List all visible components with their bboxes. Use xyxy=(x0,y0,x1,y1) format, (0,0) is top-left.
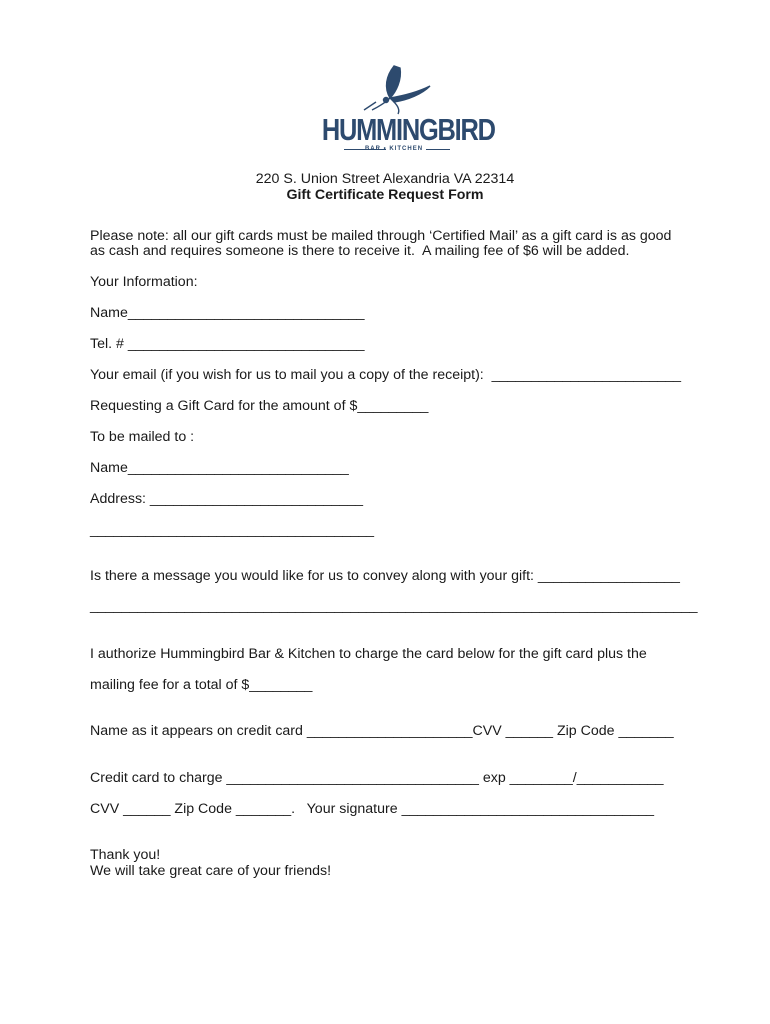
cvv-signature-field[interactable]: CVV ______ Zip Code _______. Your signature ________________________________ xyxy=(90,801,655,817)
authorization-total-field[interactable]: mailing fee for a total of $________ xyxy=(90,677,313,693)
address-line: 220 S. Union Street Alexandria VA 22314 xyxy=(255,171,515,187)
logo-subtitle: BAR • KITCHEN xyxy=(364,146,424,152)
card-number-field[interactable]: Credit card to charge ________________________________ exp ________/___________ xyxy=(90,770,664,786)
closing-text: We will take great care of your friends! xyxy=(90,863,332,879)
tel-field[interactable]: Tel. # ______________________________ xyxy=(90,336,365,352)
card-name-field[interactable]: Name as it appears on credit card _____________________CVV ______ Zip Code _______ xyxy=(90,723,674,739)
logo-rule-right xyxy=(426,149,450,150)
email-field[interactable]: Your email (if you wish for us to mail you a copy of the receipt): ________________________ xyxy=(90,367,682,383)
recipient-name-field[interactable]: Name____________________________ xyxy=(90,460,349,476)
note-line-1: Please note: all our gift cards must be mailed through ‘Certified Mail’ as a gift card is as good xyxy=(90,228,672,244)
name-field[interactable]: Name______________________________ xyxy=(90,305,365,321)
amount-field[interactable]: Requesting a Gift Card for the amount of $_________ xyxy=(90,398,429,414)
message-field[interactable]: Is there a message you would like for us to convey along with your gift: __________________ xyxy=(90,568,680,584)
authorization-line-1: I authorize Hummingbird Bar & Kitchen to charge the card below for the gift card plus the xyxy=(90,646,647,662)
message-field-line-2[interactable]: _____________________________________________________________________________ xyxy=(90,598,698,614)
form-title: Gift Certificate Request Form xyxy=(286,187,484,203)
mailed-to-heading: To be mailed to : xyxy=(90,429,195,445)
thank-you-text: Thank you! xyxy=(90,847,161,863)
hummingbird-logo xyxy=(306,62,495,158)
logo-wordmark: HUMMINGBIRD xyxy=(321,112,495,147)
your-information-heading: Your Information: xyxy=(90,274,198,290)
address-field-line-2[interactable]: ____________________________________ xyxy=(90,522,375,538)
address-field[interactable]: Address: ___________________________ xyxy=(90,491,363,507)
note-line-2: as cash and requires someone is there to receive it. A mailing fee of $6 will be added. xyxy=(90,243,630,259)
